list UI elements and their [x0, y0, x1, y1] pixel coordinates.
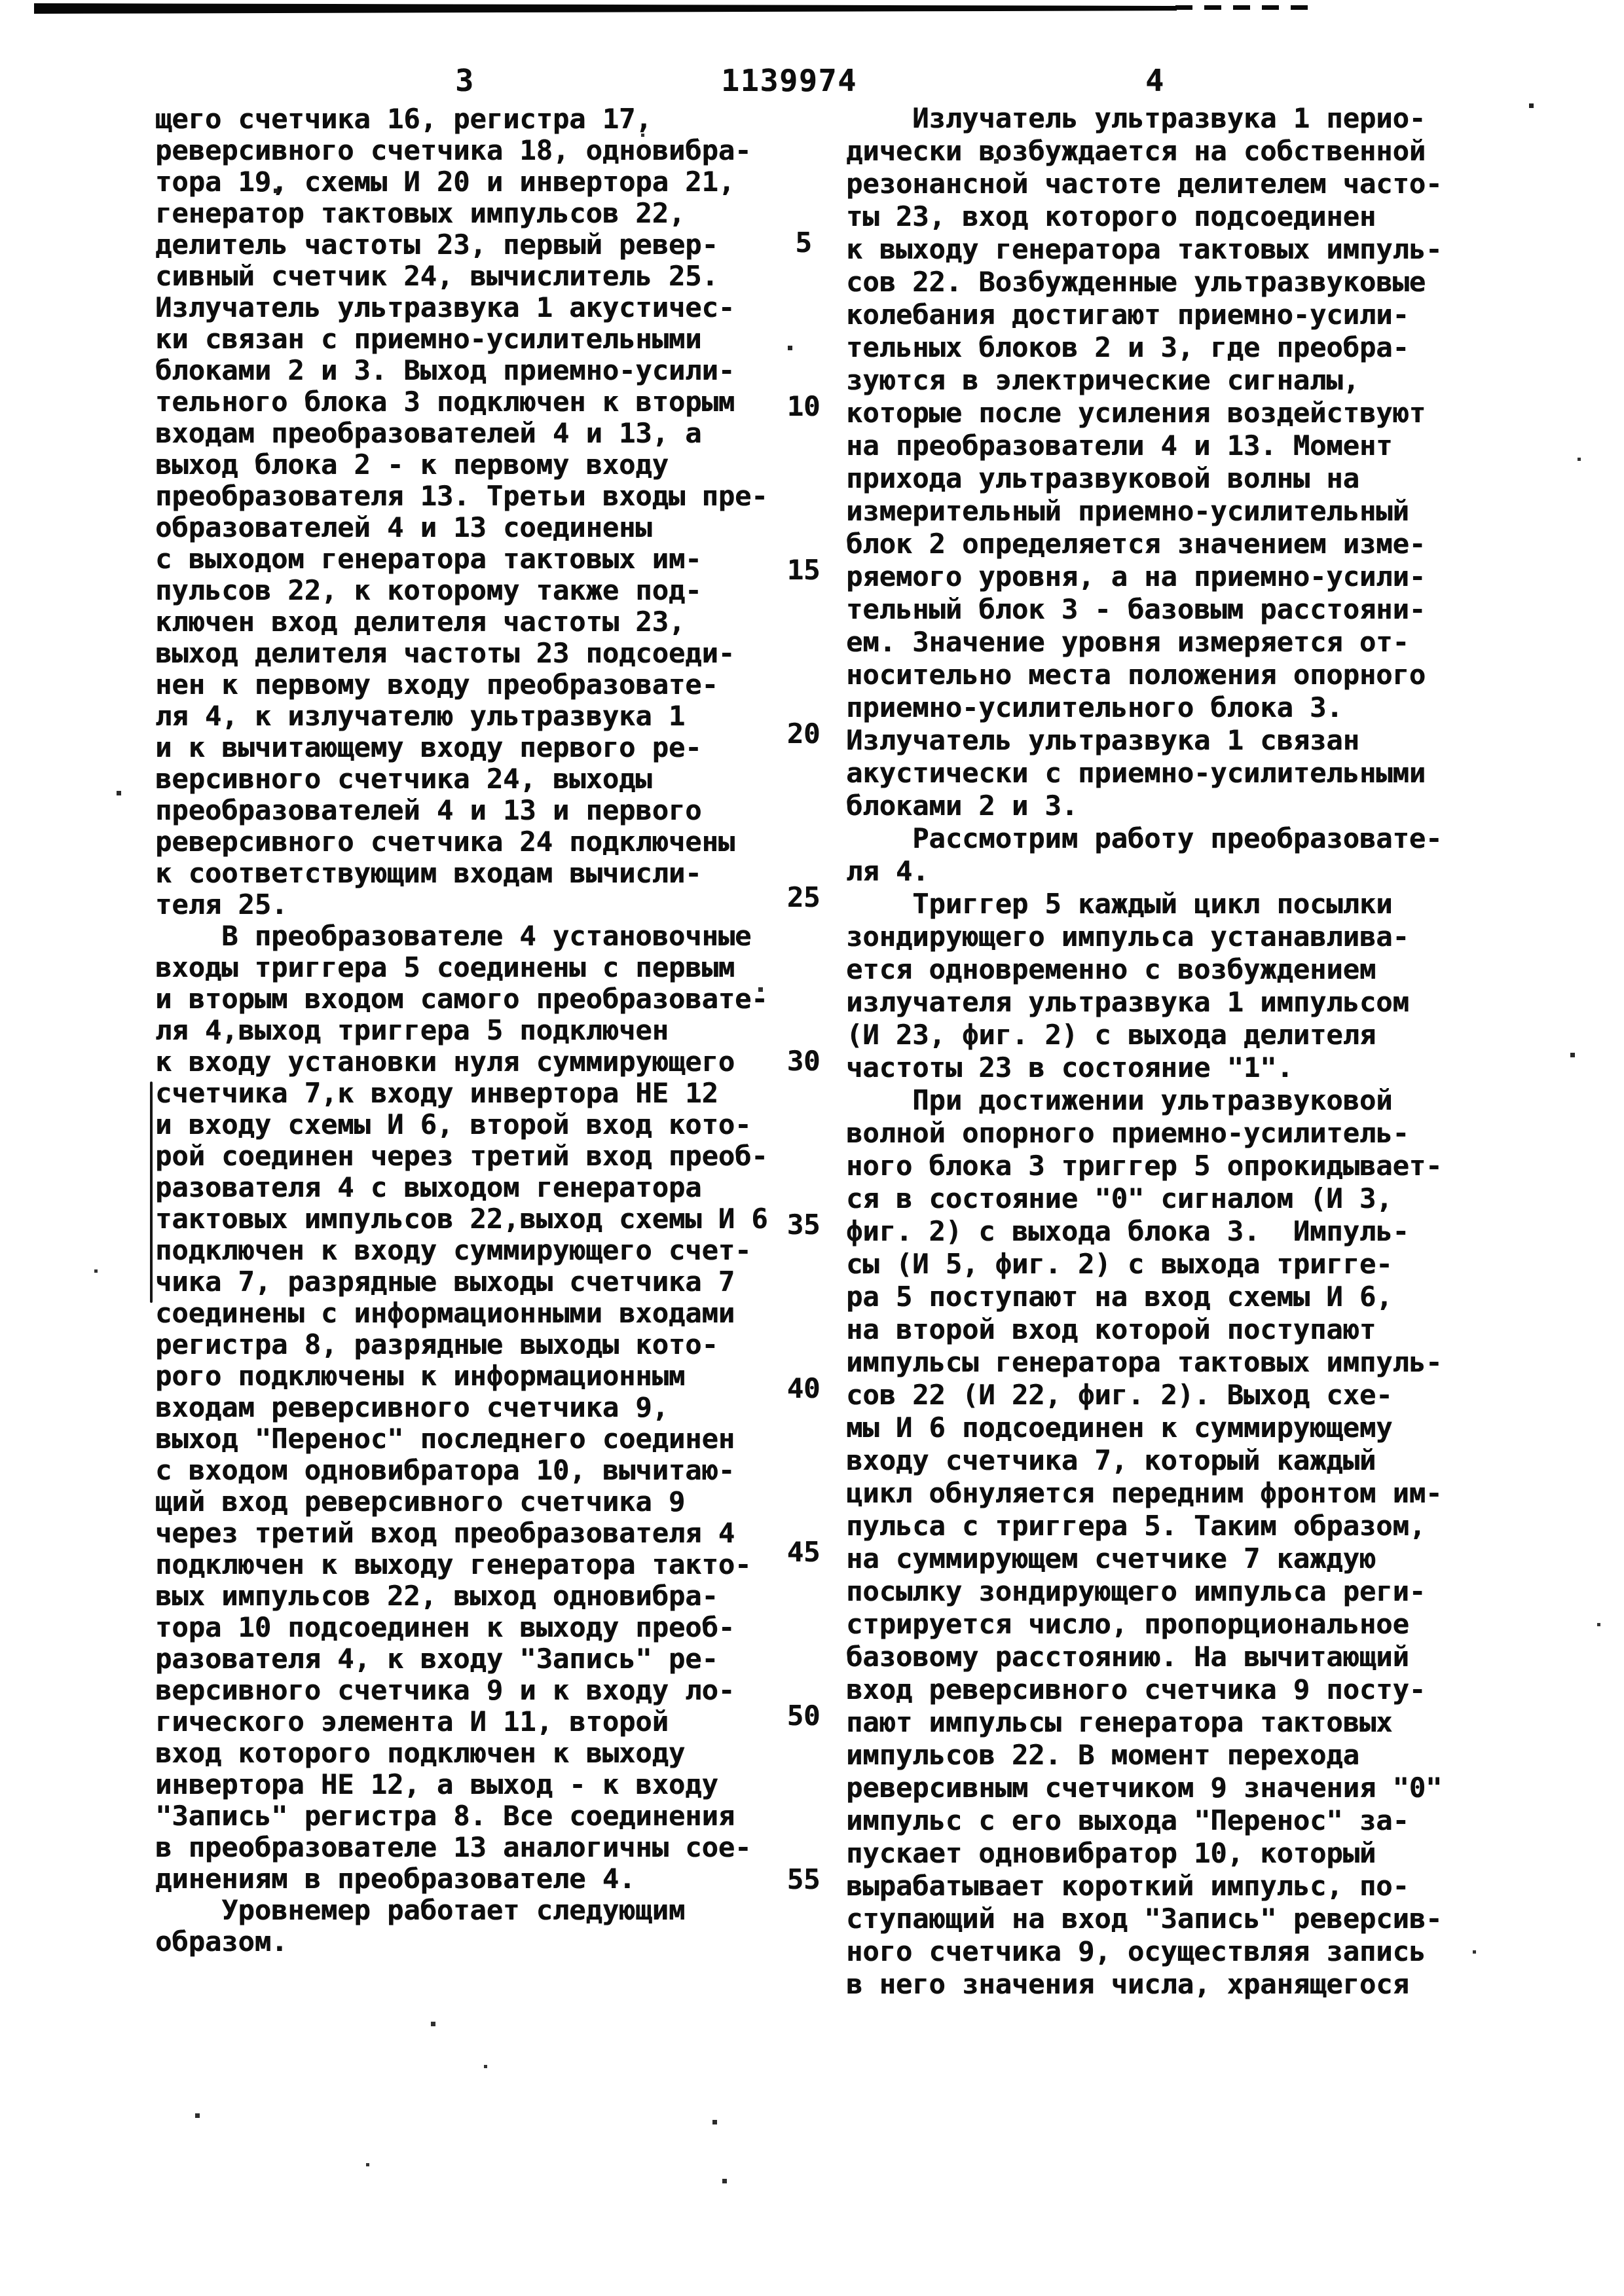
text-line: входам преобразователей 4 и 13, а	[155, 417, 702, 449]
text-line: Излучатель ультразвука 1 связан	[846, 724, 1359, 756]
text-line: Рассмотрим работу преобразовате-	[846, 822, 1443, 854]
text-line: тора 10 подсоединен к выходу преоб-	[155, 1611, 735, 1643]
text-line: и входу схемы И 6, второй вход кото-	[155, 1108, 752, 1140]
text-line: ля 4.	[846, 855, 929, 887]
text-line: регистра 8, разрядные выходы кото-	[155, 1328, 718, 1360]
column-number-right: 4	[1145, 63, 1165, 98]
gutter-line-number: 15	[786, 554, 821, 586]
text-line: (И 23, фиг. 2) с выхода делителя	[846, 1019, 1376, 1051]
text-line: Излучатель ультразвука 1 перио-	[846, 102, 1426, 134]
text-line: ется одновременно с возбуждением	[846, 953, 1376, 985]
text-line: реверсивного счетчика 18, одновибра-	[155, 134, 752, 166]
text-line: генератор тактовых импульсов 22,	[155, 197, 686, 229]
text-line: Уровнемер работает следующим	[155, 1894, 686, 1926]
text-line: вырабатывает короткий импульс, по-	[846, 1870, 1409, 1902]
text-line: входы триггера 5 соединены с первым	[155, 951, 735, 983]
text-line: ного счетчика 9, осуществляя запись	[846, 1935, 1426, 1967]
column-number-left: 3	[455, 63, 475, 98]
left-column	[155, 103, 787, 1958]
text-line: образом.	[155, 1925, 288, 1958]
text-line: инвертора НЕ 12, а выход - к входу	[155, 1768, 718, 1800]
gutter-line-number: 30	[786, 1045, 821, 1077]
text-line: пульсов 22, к которому также под-	[155, 574, 702, 606]
text-line: сов 22. Возбужденные ультразвуковые	[846, 266, 1426, 298]
text-line: тельных блоков 2 и 3, где преобра-	[846, 331, 1409, 363]
text-line: ступающий на вход "Запись" реверсив-	[846, 1903, 1443, 1935]
text-line: выход блока 2 - к первому входу	[155, 448, 669, 481]
text-line: пульса с триггера 5. Таким образом,	[846, 1510, 1426, 1542]
text-line: ключен вход делителя частоты 23,	[155, 606, 686, 638]
text-line: тельного блока 3 подключен к вторым	[155, 386, 735, 418]
text-line: цикл обнуляется передним фронтом им-	[846, 1477, 1443, 1509]
text-line: выход "Перенос" последнего соединен	[155, 1423, 735, 1455]
text-line: зуются в электрические сигналы,	[846, 364, 1359, 396]
text-line: приемно-усилительного блока 3.	[846, 691, 1343, 723]
scan-artifact-top-bar-tail	[1175, 5, 1316, 10]
text-line: резонансной частоте делителем часто-	[846, 168, 1443, 200]
text-line: через третий вход преобразователя 4	[155, 1517, 735, 1549]
text-line: в него значения числа, хранящегося	[846, 1968, 1409, 2000]
text-line: чика 7, разрядные выходы счетчика 7	[155, 1266, 735, 1298]
text-line: соединены с информационными входами	[155, 1297, 735, 1329]
gutter-line-number: 10	[786, 390, 821, 422]
text-line: реверсивного счетчика 24 подключены	[155, 826, 735, 858]
text-line: зондирующего импульса устанавлива-	[846, 920, 1409, 953]
text-line: блоками 2 и 3. Выход приемно-усили-	[155, 354, 735, 386]
text-line: подключен к входу суммирующего счет-	[155, 1234, 752, 1266]
gutter-line-number: 25	[786, 881, 821, 913]
text-line: преобразователя 13. Третьи входы пре-	[155, 480, 768, 512]
text-line: которые после усиления воздействуют	[846, 397, 1426, 429]
text-line: тактовых импульсов 22,выход схемы И 6	[155, 1203, 768, 1235]
scan-artifact-top-bar	[34, 3, 1177, 14]
text-line: ля 4, к излучателю ультразвука 1	[155, 700, 686, 732]
text-line: преобразователей 4 и 13 и первого	[155, 794, 702, 826]
gutter-line-number: 50	[786, 1700, 821, 1732]
text-line: к выходу генератора тактовых импуль-	[846, 233, 1443, 265]
text-line: рого подключены к информационным	[155, 1360, 686, 1392]
text-line: на второй вход которой поступают	[846, 1313, 1376, 1345]
text-line: вых импульсов 22, выход одновибра-	[155, 1580, 718, 1612]
text-line: выход делителя частоты 23 подсоеди-	[155, 637, 735, 669]
gutter-line-number: 20	[786, 718, 821, 750]
text-line: ного блока 3 триггер 5 опрокидывает-	[846, 1150, 1443, 1182]
gutter-line-number: 55	[786, 1863, 821, 1895]
text-line: ки связан с приемно-усилительными	[155, 323, 702, 355]
gutter-line-number: 45	[786, 1536, 821, 1568]
text-line: В преобразователе 4 установочные	[155, 920, 752, 952]
text-line: нен к первому входу преобразовате-	[155, 668, 718, 701]
text-line: разователя 4 с выходом генератора	[155, 1171, 702, 1203]
text-line: на суммирующем счетчике 7 каждую	[846, 1542, 1376, 1575]
text-line: пают импульсы генератора тактовых	[846, 1706, 1393, 1738]
text-line: счетчика 7,к входу инвертора НЕ 12	[155, 1077, 718, 1109]
text-line: сы (И 5, фиг. 2) с выхода тригге-	[846, 1248, 1393, 1280]
text-line: делитель частоты 23, первый ревер-	[155, 228, 718, 261]
patent-number: 1139974	[721, 63, 857, 98]
text-line: частоты 23 в состояние "1".	[846, 1051, 1293, 1084]
text-line: блок 2 определяется значением изме-	[846, 528, 1426, 560]
text-line: импульс с его выхода "Перенос" за-	[846, 1804, 1409, 1836]
text-line: излучателя ультразвука 1 импульсом	[846, 986, 1409, 1018]
text-line: мы И 6 подсоединен к суммирующему	[846, 1412, 1393, 1444]
text-line: носительно места положения опорного	[846, 659, 1426, 691]
text-line: тельный блок 3 - базовым расстояни-	[846, 593, 1426, 625]
text-line: к входу установки нуля суммирующего	[155, 1046, 735, 1078]
text-line: вход реверсивного счетчика 9 посту-	[846, 1673, 1426, 1705]
text-line: сов 22 (И 22, фиг. 2). Выход схе-	[846, 1379, 1393, 1411]
scan-noise-specks	[0, 0, 2, 2]
text-line: ем. Значение уровня измеряется от-	[846, 626, 1409, 658]
text-line: к соответствующим входам вычисли-	[155, 857, 702, 889]
text-line: динениям в преобразователе 4.	[155, 1863, 636, 1895]
text-line: входам реверсивного счетчика 9,	[155, 1391, 669, 1423]
text-line: реверсивным счетчиком 9 значения "0"	[846, 1772, 1443, 1804]
text-line: волной опорного приемно-усилитель-	[846, 1117, 1409, 1149]
text-line: ра 5 поступают на вход схемы И 6,	[846, 1281, 1393, 1313]
text-line: версивного счетчика 9 и к входу ло-	[155, 1674, 735, 1706]
text-line: посылку зондирующего импульса реги-	[846, 1575, 1426, 1607]
text-line: Излучатель ультразвука 1 акустичес-	[155, 291, 735, 323]
text-line: образователей 4 и 13 соединены	[155, 511, 652, 543]
text-line: и к вычитающему входу первого ре-	[155, 731, 702, 763]
text-line: ся в состояние "0" сигналом (И 3,	[846, 1182, 1393, 1214]
text-line: измерительный приемно-усилительный	[846, 495, 1409, 527]
text-line: версивного счетчика 24, выходы	[155, 763, 652, 795]
text-line: ряемого уровня, а на приемно-усили-	[846, 560, 1426, 592]
text-line: на преобразователи 4 и 13. Момент	[846, 429, 1393, 462]
text-line: импульсов 22. В момент перехода	[846, 1739, 1359, 1771]
text-line: При достижении ультразвуковой	[846, 1084, 1393, 1116]
text-line: пускает одновибратор 10, который	[846, 1837, 1376, 1869]
text-line: входу счетчика 7, который каждый	[846, 1444, 1376, 1476]
text-line: прихода ультразвуковой волны на	[846, 462, 1359, 494]
text-line: рой соединен через третий вход преоб-	[155, 1140, 768, 1172]
text-line: акустически с приемно-усилительными	[846, 757, 1426, 789]
text-line: фиг. 2) с выхода блока 3. Импуль-	[846, 1215, 1409, 1247]
text-line: импульсы генератора тактовых импуль-	[846, 1346, 1443, 1378]
text-line: "Запись" регистра 8. Все соединения	[155, 1800, 735, 1832]
text-line: стрируется число, пропорциональное	[846, 1608, 1409, 1640]
gutter-line-number: 5	[795, 227, 812, 259]
text-line: и вторым входом самого преобразовате-	[155, 983, 768, 1015]
text-line: в преобразователе 13 аналогичны сое-	[155, 1831, 752, 1863]
text-line: гического элемента И 11, второй	[155, 1705, 669, 1738]
text-line: базовому расстоянию. На вычитающий	[846, 1641, 1409, 1673]
text-line: щий вход реверсивного счетчика 9	[155, 1485, 686, 1518]
text-line: щего счетчика 16, регистра 17,	[155, 103, 652, 135]
text-line: подключен к выходу генератора такто-	[155, 1548, 752, 1580]
text-line: ты 23, вход которого подсоединен	[846, 200, 1376, 232]
text-line: дически возбуждается на собственной	[846, 135, 1426, 167]
text-line: разователя 4, к входу "Запись" ре-	[155, 1643, 718, 1675]
text-line: теля 25.	[155, 888, 288, 920]
gutter-line-number: 40	[786, 1372, 821, 1404]
scan-artifact-vertical-line	[150, 1082, 153, 1303]
text-line: сивный счетчик 24, вычислитель 25.	[155, 260, 718, 292]
text-line: тора 19, схемы И 20 и инвертора 21,	[155, 166, 735, 198]
text-line: с входом одновибратора 10, вычитаю-	[155, 1454, 735, 1486]
gutter-line-number: 35	[786, 1209, 821, 1241]
right-column	[846, 102, 1478, 2001]
text-line: вход которого подключен к выходу	[155, 1737, 686, 1769]
text-line: блоками 2 и 3.	[846, 790, 1079, 822]
text-line: Триггер 5 каждый цикл посылки	[846, 888, 1393, 920]
text-line: ля 4,выход триггера 5 подключен	[155, 1014, 669, 1046]
text-line: колебания достигают приемно-усили-	[846, 299, 1409, 331]
text-line: с выходом генератора тактовых им-	[155, 543, 702, 575]
